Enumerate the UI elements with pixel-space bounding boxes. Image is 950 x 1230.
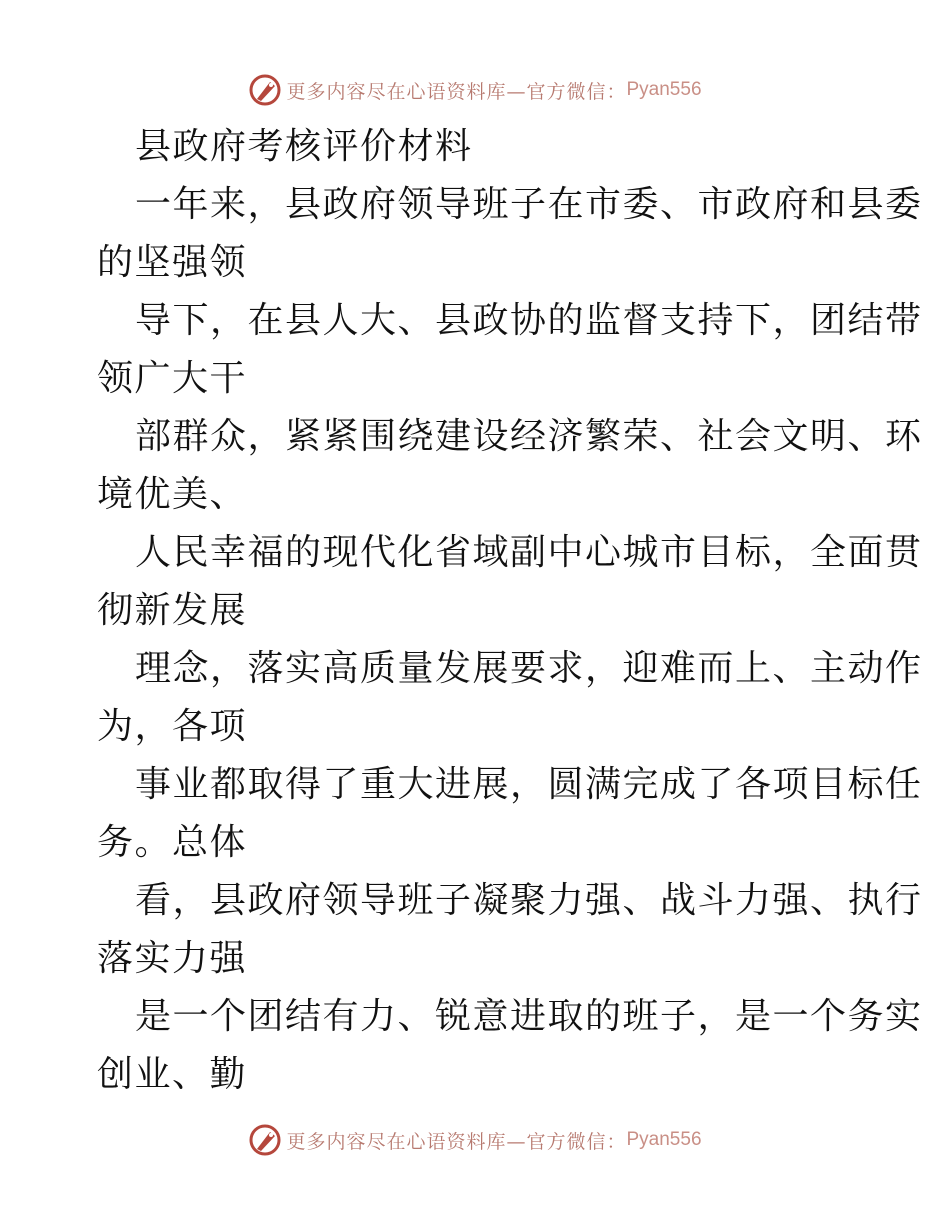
paragraph-line: 看，县政府领导班子凝聚力强、战斗力强、执行 <box>135 880 923 921</box>
paragraph-line: 创业、勤 <box>97 1054 248 1095</box>
paragraph-line: 落实力强 <box>97 938 248 979</box>
paragraph-line: 事业都取得了重大进展，圆满完成了各项目标任 <box>135 764 923 805</box>
document-body <box>97 118 923 1104</box>
banner-text: 更多内容尽在心语资料库—官方微信： <box>286 1130 627 1153</box>
paragraph-line: 务。总体 <box>97 822 248 863</box>
paragraph-line: 为，各项 <box>97 706 248 747</box>
paragraph-line: 导下，在县人大、县政协的监督支持下，团结带 <box>135 300 923 341</box>
paragraph-line: 的坚强领 <box>97 242 248 283</box>
banner-wechat-id: Pyan556 <box>626 79 702 100</box>
paragraph-line: 理念，落实高质量发展要求，迎难而上、主动作 <box>135 648 923 689</box>
pen-nib-logo-icon <box>248 73 282 107</box>
paragraph-line: 境优美、 <box>97 474 248 515</box>
paragraph-line: 一年来，县政府领导班子在市委、市政府和县委 <box>135 184 923 225</box>
paragraph-line: 领广大干 <box>97 358 248 399</box>
banner-text: 更多内容尽在心语资料库—官方微信： <box>286 80 627 103</box>
paragraph-line: 是一个团结有力、锐意进取的班子，是一个务实 <box>135 996 923 1037</box>
paragraph-line: 彻新发展 <box>97 590 248 631</box>
pen-nib-logo-icon <box>248 1123 282 1157</box>
paragraph-line: 人民幸福的现代化省域副中心城市目标，全面贯 <box>135 532 923 573</box>
document-title: 县政府考核评价材料 <box>135 126 473 167</box>
header-banner[interactable] <box>0 70 950 110</box>
banner-wechat-id: Pyan556 <box>626 1129 702 1150</box>
paragraph-line: 部群众，紧紧围绕建设经济繁荣、社会文明、环 <box>135 416 923 457</box>
footer-banner[interactable] <box>0 1120 950 1160</box>
